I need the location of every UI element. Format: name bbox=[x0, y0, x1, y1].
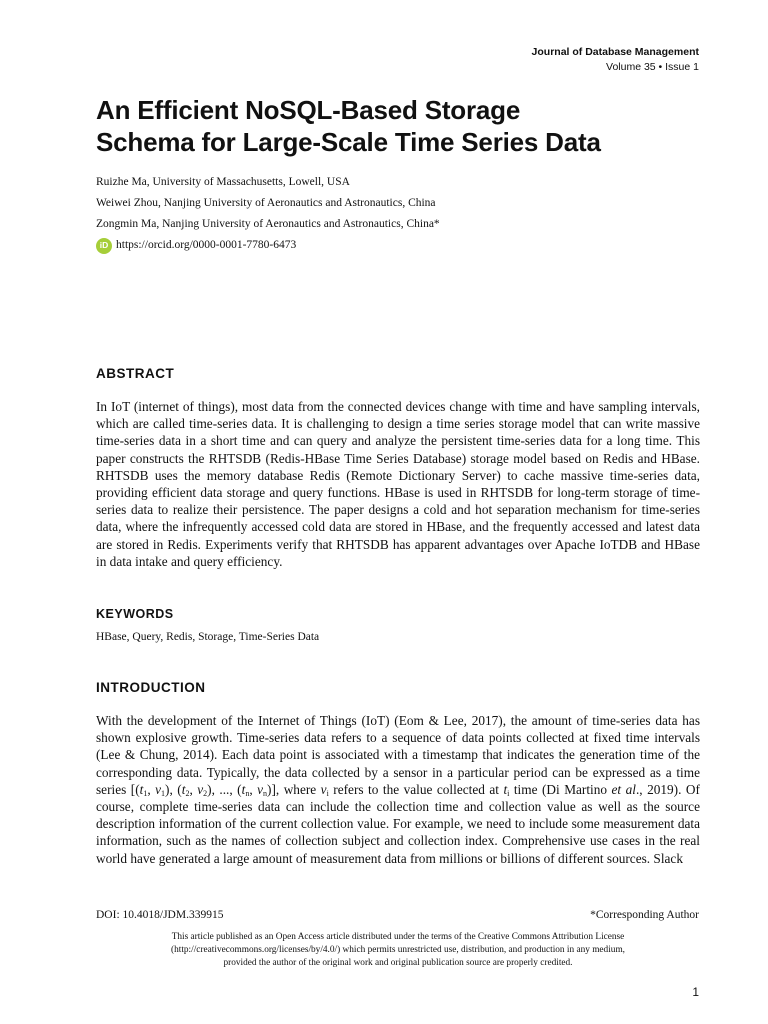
author-1: Ruizhe Ma, University of Massachusetts, Lowell, USA bbox=[96, 176, 350, 188]
orcid-icon[interactable]: iD bbox=[96, 238, 112, 254]
license-line-1: This article published as an Open Access article distributed under the terms of the Creative Commons Attribution License bbox=[171, 932, 625, 942]
abstract-text: In IoT (internet of things), most data from the connected devices change with time and have sampling intervals, which are called time-series data. It is challenging to design a time series storage model that can write massive time-series data in a short time and can query and analyze the persistent time-series data for a long time. This paper constructs the RHTSDB (Redis-HBase Time Series Database) storage model based on Redis and HBase. RHTSDB uses the memory database Redis (Remote Dictionary Server) to cache massive time-series data, providing efficient data storage and query functions. HBase is used in RHTSDB for long-term storage of time-series data to realize their persistence. The paper designs a cold and hot separation mechanism for time-series data, where the infrequently accessed cold data are stored in HBase, and the frequently accessed and latest data are stored in Redis. Experiments verify that RHTSDB has apparent advantages over Apache IoTDB and HBase in data intake and query efficiency. bbox=[96, 399, 700, 569]
journal-name: Journal of Database Management bbox=[531, 46, 699, 58]
license-line-3: provided the author of the original work and original publication source are properly credited. bbox=[223, 958, 573, 968]
paper-title bbox=[96, 94, 716, 158]
keywords-text: HBase, Query, Redis, Storage, Time-Series Data bbox=[96, 631, 320, 643]
corresponding-author-note: *Corresponding Author bbox=[590, 909, 699, 921]
keywords-heading: KEYWORDS bbox=[96, 607, 174, 621]
journal-header bbox=[532, 45, 699, 75]
license-line-2: (http://creativecommons.org/licenses/by/4.0/) which permits unrestricted use, distribution, and production in any medium, bbox=[171, 945, 625, 955]
paper-title-line-2: Schema for Large-Scale Time Series Data bbox=[96, 127, 601, 157]
author-3: Zongmin Ma, Nanjing University of Aeronautics and Astronautics, China* bbox=[96, 218, 440, 230]
license-notice bbox=[96, 931, 700, 970]
author-2: Weiwei Zhou, Nanjing University of Aeronautics and Astronautics, China bbox=[96, 197, 436, 209]
journal-volume-issue: Volume 35 • Issue 1 bbox=[606, 61, 699, 73]
page-number: 1 bbox=[692, 985, 699, 999]
introduction-heading: INTRODUCTION bbox=[96, 680, 206, 695]
author-list bbox=[96, 172, 440, 256]
orcid-line bbox=[96, 235, 440, 256]
abstract-heading: ABSTRACT bbox=[96, 366, 175, 381]
introduction-text: With the development of the Internet of Things (IoT) (Eom & Lee, 2017), the amount of time-series data has shown explosive growth. Time-series data refers to a sequence of data points collected at fixed time intervals (Lee & Chung, 2014). Each data point is associated with a timestamp that indicates the generation time of the corresponding data. Typically, the data collected by a sensor in a particular period can be expressed as a time series [($t_1$, $v_1$), ($t_2$, $v_2$), ..., ($t_n$, $v_n$)], where $v_i$ refers to the value collected at $t_i$ time (Di Martino et al., 2019). Of course, complete time-series data can include the collection time and collection value as well as the source description information of the current collection value. For example, we need to include some measurement data information, such as the names of collection subject and collection index. Comprehensive use cases in the real world have generated a large amount of measurement data from millions or billions of different sources. Slack bbox=[96, 713, 700, 866]
orcid-link[interactable]: https://orcid.org/0000-0001-7780-6473 bbox=[116, 239, 297, 251]
doi: DOI: 10.4018/JDM.339915 bbox=[96, 909, 224, 921]
paper-title-line-1: An Efficient NoSQL-Based Storage bbox=[96, 95, 521, 125]
